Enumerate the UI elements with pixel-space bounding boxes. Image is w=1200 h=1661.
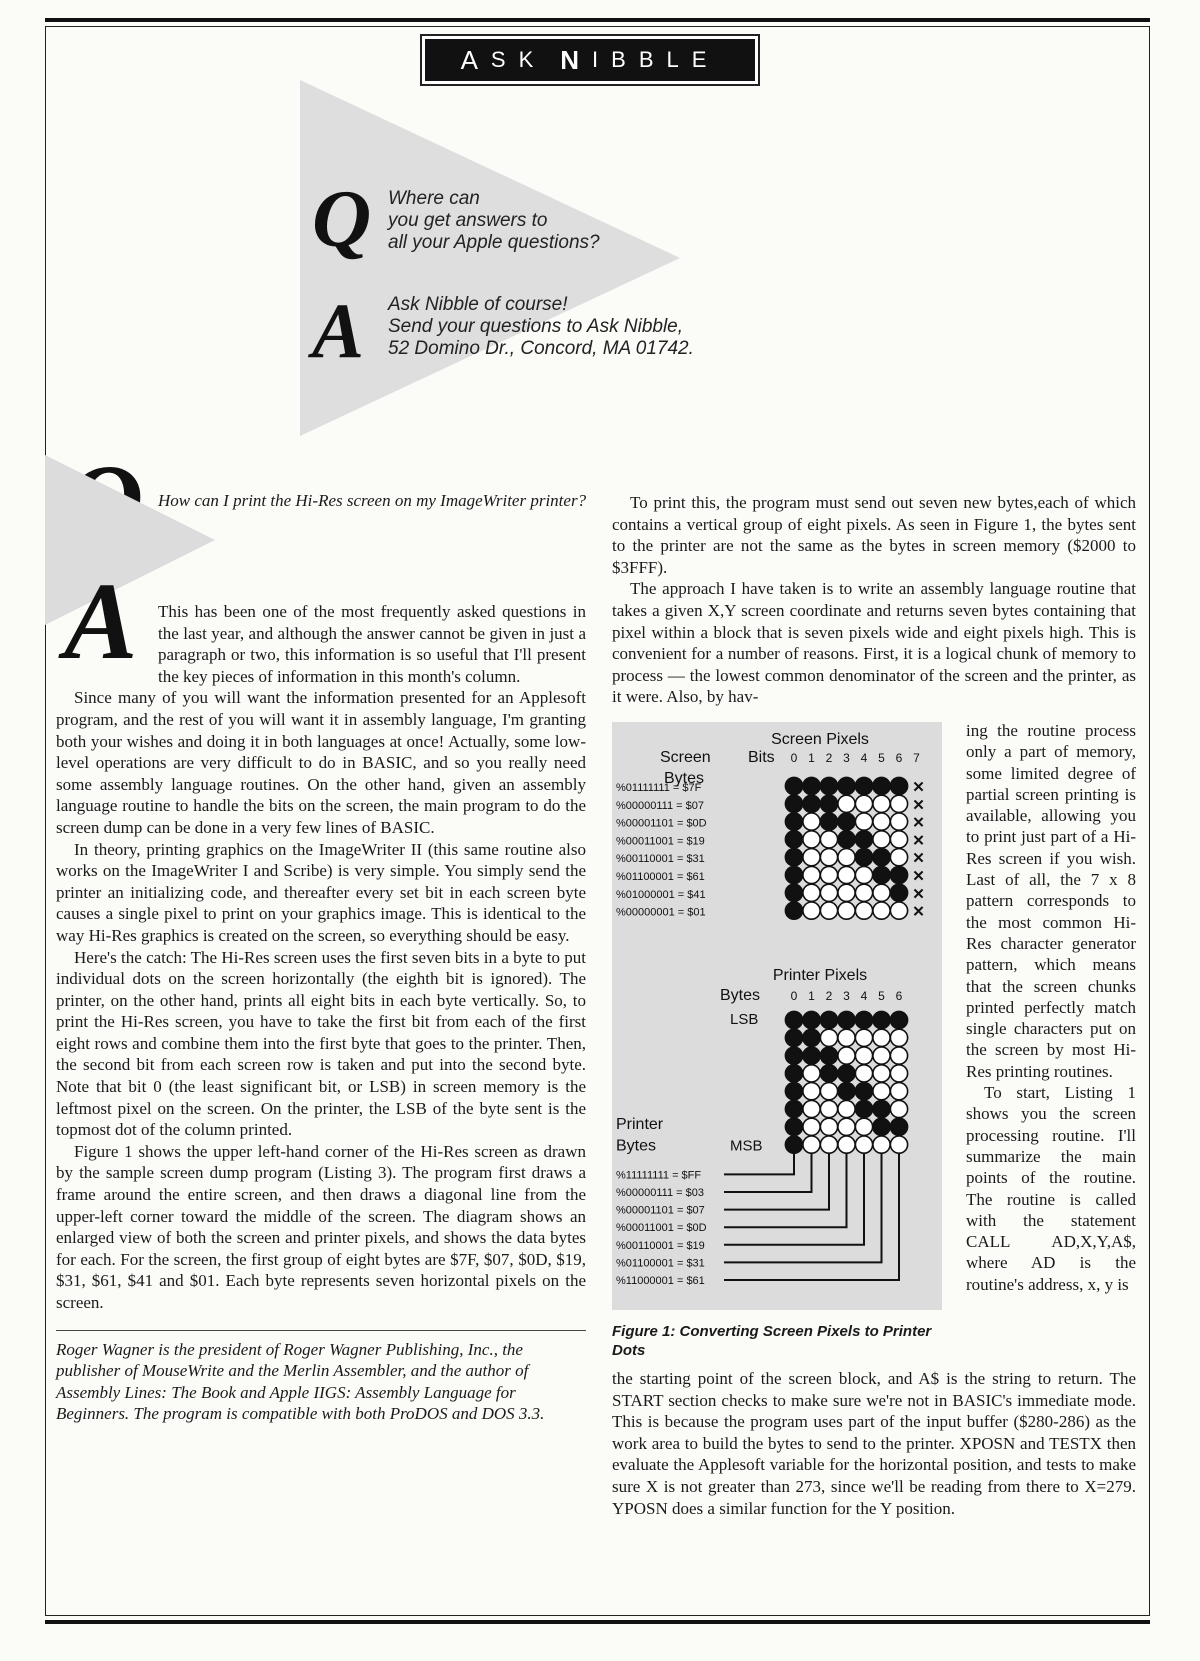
- intro-q-letter: Q: [312, 173, 372, 264]
- bottom-rule: [45, 1620, 1150, 1624]
- printer-pixel-dot: [785, 1136, 802, 1153]
- screen-pixel-dot: [785, 813, 802, 830]
- body-paragraph: Figure 1 shows the upper left-hand corner of the Hi-Res screen as drawn by the sample screen dump program (Listing 3). The program first draws a frame around the entire screen, and then draws a diagonal line from the upper-left corner toward the middle of the screen. The diagram shows an enlarged view of both the screen and printer pixels, and shows the data bytes for each. For the screen, the first group of eight bytes are $7F, $07, $0D, $19, $31, $61, $41 and $01. Each byte represents seven horizontal pixels on the screen.: [56, 1141, 586, 1312]
- printer-bit-number: 3: [843, 989, 850, 1003]
- intro-answer-line: 52 Domino Dr., Concord, MA 01742.: [388, 338, 694, 359]
- top-rule: [45, 18, 1150, 22]
- screen-pixel-dot: [890, 831, 907, 848]
- printer-pixel-dot: [820, 1136, 837, 1153]
- screen-pixel-dot: [855, 866, 872, 883]
- screen-pixel-dot: [855, 884, 872, 901]
- screen-pixel-dot: [803, 795, 820, 812]
- intro-question-line: you get answers to: [388, 210, 548, 231]
- author-bio: Roger Wagner is the president of Roger Wagner Publishing, Inc., the publisher of MouseWrite and the Merlin Assembler, and the author of Assembly Lines: The Book and Apple IIGS: Assembly Language for Beginners. The program is compatible with both ProDOS and DOS 3.3.: [56, 1339, 545, 1424]
- printer-pixel-dot: [785, 1083, 802, 1100]
- screen-pixel-dot: [890, 849, 907, 866]
- byte-connector-line: [724, 1153, 794, 1174]
- printer-bytes-header: Bytes: [720, 987, 761, 1004]
- printer-pixel-dot: [855, 1011, 872, 1028]
- intro-a-letter: A: [312, 287, 365, 374]
- screen-pixel-dot: [873, 866, 890, 883]
- printer-byte-value: %01100001 = $31: [616, 1257, 705, 1270]
- left-column: [56, 601, 586, 1425]
- printer-pixel-dot: [803, 1065, 820, 1082]
- banner-letters-sk: SK: [490, 47, 547, 72]
- printer-pixel-dot: [855, 1029, 872, 1046]
- screen-pixel-dot: [855, 902, 872, 919]
- printer-pixel-dot: [820, 1065, 837, 1082]
- screen-pixel-dot: [785, 831, 802, 848]
- screen-label: Screen: [660, 749, 711, 766]
- screen-byte-value: %00001101 = $0D: [616, 817, 707, 830]
- printer-pixel-dot: [890, 1029, 907, 1046]
- screen-pixel-dot: [855, 813, 872, 830]
- printer-pixel-dot: [855, 1118, 872, 1135]
- answer-first-paragraph: This has been one of the most frequently asked questions in the last year, and although the answer cannot be given in just a paragraph or two, this information is so useful that I'll present the key pieces of information in this month's column.: [158, 602, 586, 686]
- printer-pixel-dot: [820, 1083, 837, 1100]
- printer-pixels-label: Printer Pixels: [772, 967, 868, 984]
- printer-pixel-dot: [785, 1011, 802, 1028]
- screen-pixel-dot: [890, 777, 907, 794]
- question-q-letter: Q: [64, 442, 144, 564]
- printer-bytes-label: Bytes: [616, 1137, 657, 1155]
- intro-question: [388, 188, 600, 254]
- byte-connector-line: [724, 1153, 882, 1262]
- printer-bit-number: 4: [860, 989, 868, 1003]
- printer-bit-number: 1: [808, 989, 815, 1003]
- printer-byte-value: %00110001 = $19: [616, 1239, 705, 1252]
- screen-pixel-dot: [785, 902, 802, 919]
- printer-pixel-dot: [838, 1047, 855, 1064]
- msb-label: MSB: [730, 1137, 763, 1155]
- screen-pixel-dot: [855, 795, 872, 812]
- bit-number-label: 1: [808, 751, 815, 765]
- wrap-paragraph: ing the routine process only a part of memory, some limited degree of partial screen printing is available, allowing you to print just part of a Hi-Res screen if you wish. Last of all, the 7 x 8 pattern corresponds to the most common Hi-Res character generator pattern, which means that the screen chunks printed perfectly match single characters put on the screen by most Hi-Res printing routines.: [966, 721, 1136, 1081]
- printer-pixel-dot: [873, 1118, 890, 1135]
- screen-pixel-dot: [873, 831, 890, 848]
- printer-byte-value: %00000111 = $03: [616, 1187, 704, 1199]
- screen-pixel-dot: [820, 831, 837, 848]
- figure-caption: Figure 1: Converting Screen Pixels to Printer Dots: [612, 1323, 932, 1359]
- printer-pixel-dot: [855, 1083, 872, 1100]
- screen-pixel-dot: [890, 902, 907, 919]
- printer-pixel-dot: [838, 1118, 855, 1135]
- printer-pixel-dot: [838, 1029, 855, 1046]
- printer-byte-value: %00001101 = $07: [616, 1204, 705, 1217]
- ignored-bit-mark: ✕: [912, 903, 925, 921]
- printer-pixel-dot: [890, 1065, 907, 1082]
- screen-pixel-dot: [855, 777, 872, 794]
- printer-pixel-dot: [785, 1029, 802, 1046]
- intro-question-line: Where can: [388, 188, 480, 209]
- screen-pixel-dot: [785, 849, 802, 866]
- screen-pixel-dot: [890, 795, 907, 812]
- right-column: [612, 492, 1136, 708]
- printer-pixel-dot: [873, 1100, 890, 1117]
- bit-number-label: 3: [843, 751, 850, 765]
- printer-pixel-dot: [873, 1029, 890, 1046]
- printer-pixel-dot: [803, 1118, 820, 1135]
- printer-pixel-dot: [890, 1118, 907, 1135]
- screen-byte-value: %00000111 = $07: [616, 799, 704, 812]
- author-bio-section: [56, 1330, 586, 1425]
- printer-pixel-dot: [803, 1083, 820, 1100]
- bit-number-label: 7: [913, 751, 920, 765]
- ignored-bit-mark: ✕: [912, 779, 925, 796]
- intro-question-line: all your Apple questions?: [388, 232, 600, 253]
- screen-pixel-dot: [803, 849, 820, 866]
- screen-pixel-dot: [855, 849, 872, 866]
- lsb-label: LSB: [730, 1011, 759, 1028]
- screen-pixel-dot: [803, 777, 820, 794]
- printer-pixel-dot: [803, 1047, 820, 1064]
- ignored-bit-mark: ✕: [912, 814, 925, 832]
- printer-pixel-dot: [890, 1100, 907, 1117]
- intro-answer: [388, 294, 694, 360]
- printer-pixel-dot: [820, 1100, 837, 1117]
- printer-bit-number: 2: [825, 989, 833, 1003]
- screen-pixel-dot: [803, 884, 820, 901]
- printer-pixel-dot: [838, 1083, 855, 1100]
- intro-answer-line: Ask Nibble of course!: [388, 294, 568, 315]
- screen-pixel-dot: [785, 777, 802, 794]
- printer-pixel-dot: [873, 1011, 890, 1028]
- question-text: How can I print the Hi-Res screen on my ImageWriter printer?: [158, 491, 587, 510]
- printer-pixel-dot: [803, 1136, 820, 1153]
- screen-pixel-dot: [803, 902, 820, 919]
- printer-byte-value: %00011001 = $0D: [616, 1222, 707, 1235]
- body-paragraph: To print this, the program must send out seven new bytes,each of which contains a vertical group of eight pixels. As seen in Figure 1, the bytes sent to the printer are not the same as the bytes in screen memory ($2000 to $3FFF).: [612, 493, 1136, 577]
- screen-pixel-dot: [803, 866, 820, 883]
- body-paragraph: In theory, printing graphics on the ImageWriter II (this same routine also works on the ImageWriter I and Scribe) is very simple. You simply send the printer an initializing code, and thereafter every set bit in each screen byte causes a single pixel to print on your graphics image. This is identical to the way Hi-Res graphics is created on the screen, so everything should be easy.: [56, 839, 586, 945]
- printer-pixel-dot: [873, 1047, 890, 1064]
- screen-pixel-dot: [873, 777, 890, 794]
- screen-pixel-dot: [890, 866, 907, 883]
- screen-pixel-dot: [820, 866, 837, 883]
- printer-pixel-dot: [838, 1065, 855, 1082]
- screen-pixel-dot: [890, 884, 907, 901]
- printer-pixel-dot: [873, 1136, 890, 1153]
- printer-pixel-dot: [873, 1083, 890, 1100]
- screen-pixel-dot: [890, 813, 907, 830]
- screen-pixel-dot: [785, 795, 802, 812]
- screen-pixel-dot: [838, 866, 855, 883]
- screen-pixel-dot: [838, 884, 855, 901]
- screen-pixel-dot: [873, 849, 890, 866]
- screen-pixel-dot: [803, 813, 820, 830]
- printer-pixel-dot: [785, 1047, 802, 1064]
- continued-text: [612, 1368, 1136, 1519]
- bits-label: Bits: [748, 749, 775, 766]
- screen-pixel-dot: [820, 777, 837, 794]
- screen-byte-value: %00011001 = $19: [616, 835, 705, 848]
- screen-byte-value: %00000001 = $01: [616, 906, 706, 919]
- screen-pixel-dot: [820, 849, 837, 866]
- printer-pixel-dot: [838, 1100, 855, 1117]
- banner-title: [425, 39, 755, 81]
- column-banner: [420, 34, 760, 86]
- byte-connector-line: [724, 1153, 812, 1192]
- figure-1: [612, 722, 942, 1310]
- screen-pixel-dot: [838, 902, 855, 919]
- ignored-bit-mark: ✕: [912, 850, 925, 868]
- screen-pixel-dot: [820, 902, 837, 919]
- printer-pixel-dot: [890, 1011, 907, 1028]
- screen-pixel-dot: [820, 813, 837, 830]
- printer-pixel-dot: [785, 1100, 802, 1117]
- printer-pixel-dot: [820, 1029, 837, 1046]
- printer-bit-number: 6: [895, 989, 903, 1003]
- screen-pixel-dot: [803, 831, 820, 848]
- printer-pixel-dot: [838, 1136, 855, 1153]
- screen-pixels-label: Screen Pixels: [771, 731, 869, 748]
- screen-pixel-dot: [873, 795, 890, 812]
- printer-pixel-dot: [890, 1136, 907, 1153]
- screen-pixel-dot: [838, 777, 855, 794]
- bit-number-label: 4: [860, 751, 868, 765]
- printer-pixel-dot: [838, 1011, 855, 1028]
- printer-pixel-dot: [890, 1083, 907, 1100]
- printer-label: Printer: [616, 1115, 664, 1133]
- screen-pixel-dot: [820, 795, 837, 812]
- printer-pixel-dot: [855, 1047, 872, 1064]
- bit-number-label: 5: [878, 751, 885, 765]
- printer-pixel-dot: [855, 1136, 872, 1153]
- printer-pixel-dot: [855, 1100, 872, 1117]
- screen-pixel-dot: [838, 795, 855, 812]
- screen-pixel-dot: [838, 831, 855, 848]
- screen-pixel-dot: [785, 866, 802, 883]
- figure-1-diagram: [612, 722, 942, 1310]
- bit-number-label: 0: [790, 751, 798, 765]
- printer-pixel-dot: [785, 1118, 802, 1135]
- printer-pixel-dot: [803, 1011, 820, 1028]
- banner-letter-a: A: [460, 44, 491, 75]
- screen-pixel-dot: [873, 884, 890, 901]
- printer-pixel-dot: [803, 1029, 820, 1046]
- body-paragraph: Here's the catch: The Hi-Res screen uses the first seven bits in a byte to put individual dots on the screen horizontally (the eighth bit is ignored). The printer, on the other hand, prints all eight bits in each byte vertically. So, to print the Hi-Res screen, you have to take the first bit from each of the first eight rows and combine them into the first byte that goes to the printer. Then, the second bit from each screen row is taken and put into the second byte. Note that bit 0 (the least significant bit, or LSB) in screen memory is the leftmost pixel on the screen. On the printer, the LSB of the byte sent is the topmost dot of the column printed.: [56, 947, 586, 1140]
- ignored-bit-mark: ✕: [912, 885, 925, 903]
- screen-bytes-label: Bytes: [664, 770, 705, 787]
- bit-number-label: 6: [895, 751, 903, 765]
- printer-byte-value: %11000001 = $61: [616, 1275, 705, 1287]
- screen-byte-value: %01111111 = $7F: [616, 782, 702, 794]
- intro-answer-line: Send your questions to Ask Nibble,: [388, 316, 684, 337]
- screen-byte-value: %00110001 = $31: [616, 853, 705, 866]
- body-paragraph: Since many of you will want the information presented for an Applesoft program, and the rest of you will want it in assembly language, I'm granting both your wishes and doing it in both languages at once! Actually, some low-level operations are very difficult to do in BASIC, and so you really need some assembly language routines. On the other hand, given an assembly language routine to handle the bits on the screen, the main program to do the screen dump can be done in a very few lines of BASIC.: [56, 688, 586, 837]
- body-paragraph: The approach I have taken is to write an assembly language routine that takes a given X,Y screen coordinate and returns seven bytes containing that pixel within a block that is seven pixels wide and eight pixels high. This is convenient for a number of reasons. First, it is a logical chunk of memory to process — the lowest common denominator of the screen and the printer, as it were. Also, by hav-: [612, 579, 1136, 707]
- byte-connector-line: [724, 1153, 829, 1209]
- ignored-bit-mark: ✕: [912, 796, 925, 814]
- wrap-text-column: [966, 720, 1136, 1295]
- printer-pixel-dot: [820, 1047, 837, 1064]
- wrap-paragraph: To start, Listing 1 shows you the screen processing routine. I'll summarize the main points of the routine. The routine is called with the statement CALL AD,X,Y,A$, where AD is the routine's address, x, y is: [966, 1083, 1136, 1294]
- ignored-bit-mark: ✕: [912, 832, 925, 850]
- banner-letters-ibble: IBBLE: [592, 47, 720, 72]
- printer-bit-number: 5: [878, 989, 885, 1003]
- answer-a-letter: A: [64, 560, 138, 682]
- body-paragraph: the starting point of the screen block, and A$ is the string to return. The START section checks to make sure we're not in BASIC's immediate mode. This is because the program uses part of the input buffer ($280-286) as the work area to build the bytes to send to the printer. XPOSN and TESTX then evaluate the Applesoft variable for the horizontal position, and tests to make sure X is not greater than 273, since we'll be reading from there to X=279. YPOSN does a similar function for the Y position.: [612, 1369, 1136, 1518]
- printer-pixel-dot: [820, 1011, 837, 1028]
- screen-pixel-dot: [838, 813, 855, 830]
- screen-byte-value: %01000001 = $41: [616, 888, 706, 901]
- printer-pixel-dot: [855, 1065, 872, 1082]
- screen-pixel-dot: [855, 831, 872, 848]
- screen-pixel-dot: [820, 884, 837, 901]
- printer-pixel-dot: [820, 1118, 837, 1135]
- printer-pixel-dot: [890, 1047, 907, 1064]
- printer-byte-value: %11111111 = $FF: [616, 1169, 702, 1182]
- screen-pixel-dot: [838, 849, 855, 866]
- ignored-bit-mark: ✕: [912, 868, 925, 885]
- printer-pixel-dot: [873, 1065, 890, 1082]
- bit-number-label: 2: [825, 751, 833, 765]
- printer-pixel-dot: [785, 1065, 802, 1082]
- screen-byte-value: %01100001 = $61: [616, 871, 705, 883]
- screen-pixel-dot: [873, 902, 890, 919]
- screen-pixel-dot: [785, 884, 802, 901]
- screen-pixel-dot: [873, 813, 890, 830]
- banner-letter-n: N: [560, 44, 593, 75]
- printer-pixel-dot: [803, 1100, 820, 1117]
- printer-bit-number: 0: [790, 989, 798, 1003]
